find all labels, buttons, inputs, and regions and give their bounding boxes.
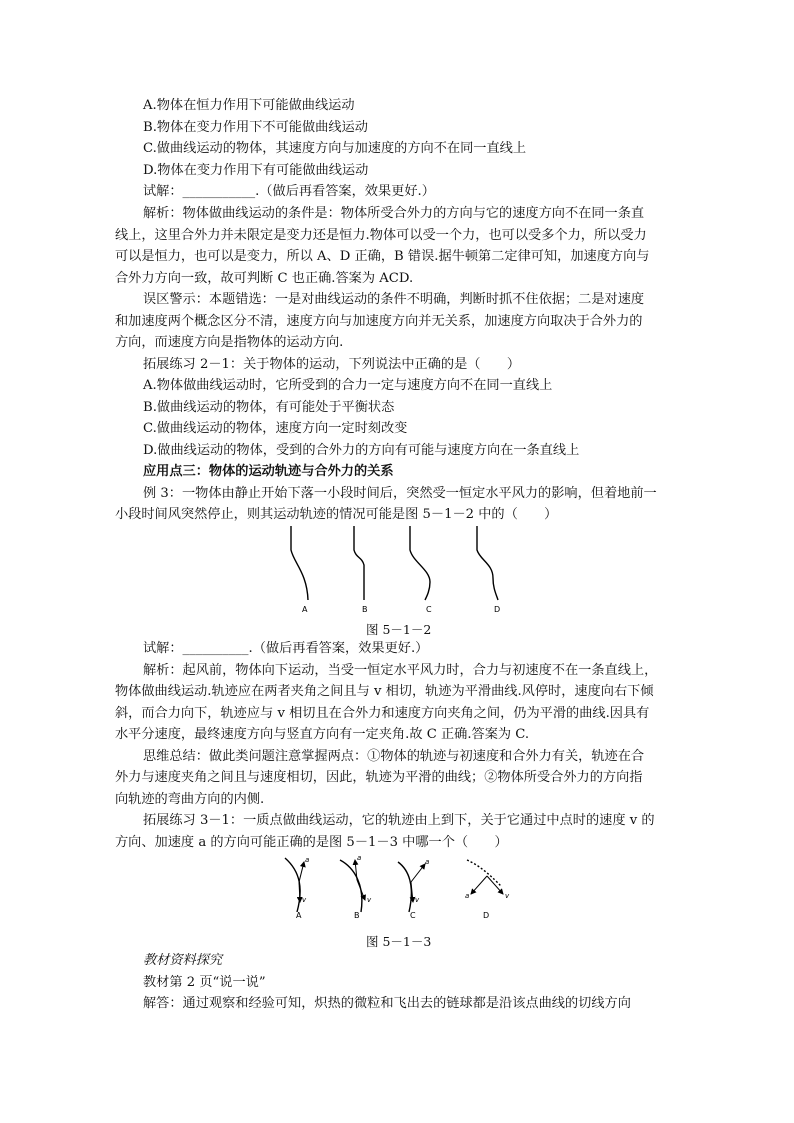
example-3-line: 小段时间风突然停止，则其运动轨迹的情况可能是图 5－1－2 中的（ ） [115, 507, 558, 522]
textbook-section-title: 教材资料探究 [143, 953, 223, 968]
analysis-line: 解析：物体做曲线运动的条件是：物体所受合外力的方向与它的速度方向不在同一条直 [143, 206, 645, 221]
label-c-vel: v [415, 896, 420, 904]
figure-caption: 图 5－1－2 [366, 622, 432, 637]
analysis-line: 线上，这里合外力并未限定是变力还是恒力.物体可以受一个力，也可以受多个力，所以受力 [115, 228, 647, 243]
trial-answer-line: 试解：__________.（做后再看答案，效果更好.） [143, 641, 429, 656]
label-d-vel: v [505, 892, 510, 900]
figure-label-c: C [410, 911, 416, 920]
label-d-acc: a [465, 892, 470, 900]
trajectory-a [291, 526, 308, 600]
summary-line: 外力与速度夹角之间且与速度相切，因此，轨迹为平滑的曲线；②物体所受合外力的方向指 [115, 770, 643, 785]
option-b-line: B.物体在变力作用下不可能做曲线运动 [143, 120, 368, 135]
figure-5-1-3 [275, 852, 525, 922]
trajectory-d [477, 526, 498, 600]
vector-d-acc [471, 876, 487, 894]
label-a-acc: a [305, 856, 310, 864]
option-a-line: A.物体在恒力作用下可能做曲线运动 [143, 98, 355, 113]
label-b-vel: v [367, 896, 372, 904]
analysis-line: 合外力方向一致，故可判断 C 也正确.答案为 ACD. [115, 271, 414, 286]
curve-a [285, 858, 300, 912]
trajectory-c [410, 526, 430, 600]
figure-label-b: B [362, 605, 368, 614]
label-b-acc: a [357, 854, 362, 862]
figure-caption: 图 5－1－3 [366, 934, 432, 949]
figure-label-a: A [296, 911, 302, 920]
warning-line: 误区警示：本题错选：一是对曲线运动的条件不明确，判断时抓不住依据；二是对速度 [143, 292, 645, 307]
figure-label-d: D [494, 605, 501, 614]
exercise-option-c: C.做曲线运动的物体，速度方向一定时刻改变 [143, 421, 408, 436]
summary-line: 思维总结：做此类问题注意掌握两点：①物体的轨迹与初速度和合外力有关，轨迹在合 [143, 749, 645, 764]
summary-line: 向轨迹的弯曲方向的内侧. [115, 792, 265, 807]
curve-b [340, 860, 362, 912]
textbook-reference: 教材第 2 页“说一说” [143, 975, 266, 990]
figure-5-1-2 [280, 520, 520, 614]
section-heading: 应用点三：物体的运动轨迹与合外力的关系 [143, 464, 394, 479]
option-d-line: D.物体在变力作用下有可能做曲线运动 [143, 163, 369, 178]
exercise-3-1-question: 拓展练习 3－1：一质点做曲线运动，它的轨迹由上到下，关于它通过中点时的速度 v 的 [143, 813, 655, 828]
analysis-line: 解析：起风前，物体向下运动，当受一恒定水平风力时，合力与初速度不在一条直线上， [143, 663, 658, 678]
figure-label-b: B [354, 911, 360, 920]
vector-b-vel [357, 880, 365, 900]
analysis-line: 水平分速度，最终速度方向与竖直方向有一定夹角.故 C 正确.答案为 C. [115, 727, 530, 742]
exercise-3-1-question: 方向、加速度 a 的方向可能正确的是图 5－1－3 中哪一个（ ） [115, 835, 508, 850]
warning-line: 方向，而速度方向是指物体的运动方向. [115, 335, 344, 350]
exercise-option-d: D.做曲线运动的物体，受到的合外力的方向有可能与速度方向在一条直线上 [143, 443, 580, 458]
trial-answer-line: 试解：___________.（做后再看答案，效果更好.） [143, 184, 435, 199]
label-c-acc: a [425, 858, 430, 866]
warning-line: 和加速度两个概念区分不清，速度方向与加速度方向并无关系，加速度方向取决于合外力的 [115, 314, 643, 329]
exercise-option-a: A.物体做曲线运动时，它所受到的合力一定与速度方向不在同一直线上 [143, 378, 553, 393]
exercise-option-b: B.做曲线运动的物体，有可能处于平衡状态 [143, 400, 395, 415]
vector-a-acc [299, 862, 304, 882]
vector-c-acc [411, 864, 425, 882]
analysis-line: 物体做曲线运动.轨迹应在两者夹角之间且与 v 相切，轨迹为平滑曲线.风停时，速度向右下倾 [115, 684, 654, 699]
analysis-line: 可以是恒力，也可以是变力，所以 A、D 正确，B 错误.据牛顿第二定律可知，加速度方向与 [115, 249, 650, 264]
curve-c [398, 862, 411, 912]
analysis-line: 斜，而合力向下，轨迹应与 v 相切且在合外力和速度方向夹角之间，仍为平滑的曲线.因具有 [115, 706, 650, 721]
figure-label-d: D [483, 911, 490, 920]
option-c-line: C.做曲线运动的物体，其速度方向与加速度的方向不在同一直线上 [143, 141, 527, 156]
exercise-2-1-question: 拓展练习 2－1：关于物体的运动，下列说法中正确的是（ ） [143, 357, 521, 372]
figure-label-a: A [302, 605, 308, 614]
answer-line: 解答：通过观察和经验可知，炽热的微粒和飞出去的链球都是沿该点曲线的切线方向 [143, 996, 631, 1011]
figure-label-c: C [426, 605, 432, 614]
label-a-vel: v [302, 896, 307, 904]
trajectory-b [354, 526, 364, 600]
example-3-line: 例 3：一物体由静止开始下落一小段时间后，突然受一恒定水平风力的影响，但着地前一 [143, 486, 657, 501]
curve-d [467, 860, 501, 886]
